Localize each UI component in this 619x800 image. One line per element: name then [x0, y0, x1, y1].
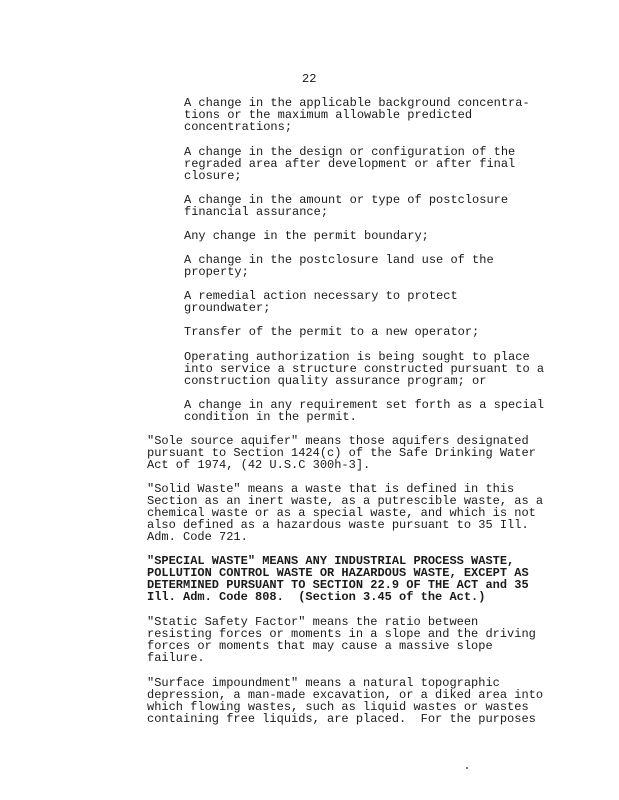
- definition-solid-waste: "Solid Waste" means a waste that is defined in this Section as an inert waste, as a putrescible waste, as a chemical waste or as a special waste, and which is not also defined as a hazardous waste pursuant to 35 Ill. Adm. Code 721.: [147, 482, 544, 544]
- list-item-remedial-action: A remedial action necessary to protect groundwater;: [184, 289, 458, 315]
- definition-static-safety-factor: "Static Safety Factor" means the ratio between resisting forces or moments in a slope and the driving forces or moments that may cause a massive slope failure.: [147, 615, 536, 665]
- definition-sole-source-aquifer: "Sole source aquifer" means those aquifers designated pursuant to Section 1424(c) of the Safe Drinking Water Act of 1974, (42 U.S.C 300h-3].: [147, 434, 536, 472]
- definition-special-waste: "SPECIAL WASTE" MEANS ANY INDUSTRIAL PROCESS WASTE, POLLUTION CONTROL WASTE OR HAZARDOUS WASTE, EXCEPT AS DETERMINED PURSUANT TO SECTION 22.9 OF THE ACT and 35 Ill. Adm. Code 808. (Section 3.45 of the Act.): [147, 554, 529, 604]
- list-item-postclosure-land-use: A change in the postclosure land use of the property;: [184, 253, 494, 279]
- list-item-design-configuration: A change in the design or configuration of the regraded area after development or after final closure;: [184, 145, 516, 183]
- list-item-financial-assurance: A change in the amount or type of postclosure financial assurance;: [184, 193, 509, 219]
- list-item-background-concentrations: A change in the applicable background concentra- tions or the maximum allowable predicted concentrations;: [184, 96, 530, 134]
- list-item-transfer-permit: Transfer of the permit to a new operator;: [184, 325, 480, 339]
- list-item-permit-boundary: Any change in the permit boundary;: [184, 229, 429, 243]
- list-item-operating-authorization: Operating authorization is being sought to place into service a structure constructed pursuant to a construction quality assurance program; or: [184, 350, 545, 388]
- page-number: 22: [302, 72, 317, 86]
- list-item-special-condition: A change in any requirement set forth as a special condition in the permit.: [184, 398, 545, 424]
- scan-speck: [466, 767, 468, 769]
- definition-surface-impoundment: "Surface impoundment" means a natural topographic depression, a man-made excavation, or a diked area into which flowing wastes, such as liquid wastes or wastes containing free liquids, are placed. For the purposes: [147, 676, 544, 726]
